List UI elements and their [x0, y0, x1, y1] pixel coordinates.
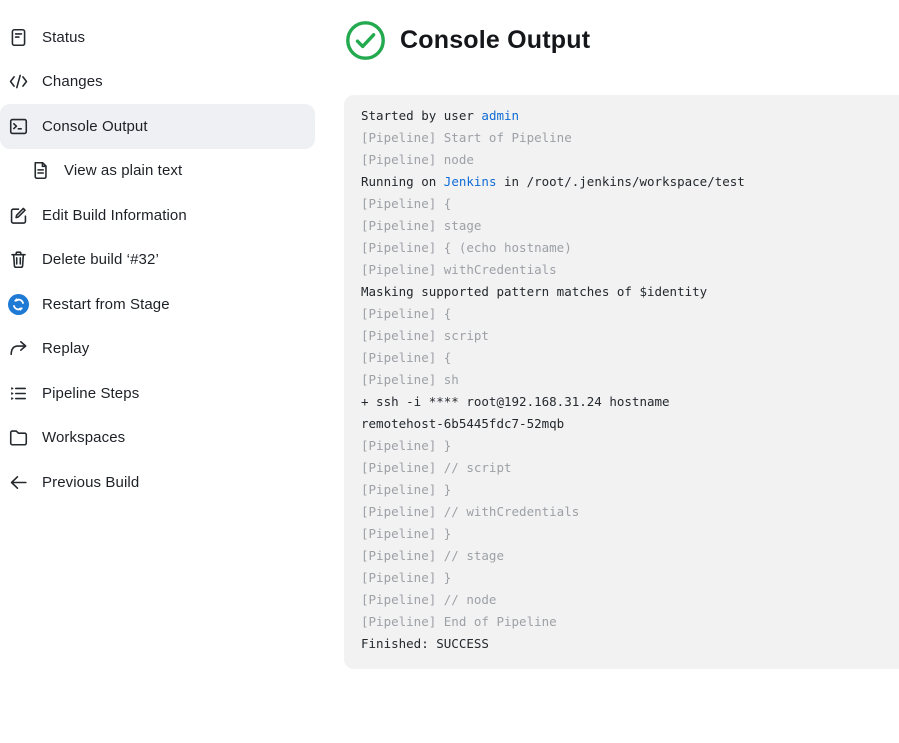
console-text: [Pipeline] } — [361, 526, 452, 541]
console-line — [361, 567, 895, 589]
console-text: [Pipeline] { — [361, 306, 452, 321]
pipeline-steps-list-icon — [8, 383, 29, 404]
terminal-icon — [8, 116, 29, 137]
console-line — [361, 105, 895, 127]
sidebar-item-view-as-plain-text[interactable] — [0, 149, 315, 194]
console-text: [Pipeline] Start of Pipeline — [361, 130, 572, 145]
console-line — [361, 611, 895, 633]
console-text: [Pipeline] // withCredentials — [361, 504, 580, 519]
console-text: [Pipeline] node — [361, 152, 474, 167]
sidebar-item-label: Edit Build Information — [42, 206, 187, 224]
console-log — [344, 95, 899, 669]
console-line — [361, 589, 895, 611]
console-text: in /root/.jenkins/workspace/test — [496, 174, 745, 189]
console-text: Started by user — [361, 108, 482, 123]
sidebar-item-edit-build-information[interactable] — [0, 193, 315, 238]
console-output-header — [345, 20, 590, 61]
console-text: [Pipeline] script — [361, 328, 489, 343]
console-line — [361, 369, 895, 391]
console-line — [361, 435, 895, 457]
console-line — [361, 479, 895, 501]
console-text: [Pipeline] { (echo hostname) — [361, 240, 572, 255]
console-text: + ssh -i **** root@192.168.31.24 hostname — [361, 394, 670, 409]
console-text: [Pipeline] { — [361, 196, 452, 211]
sidebar-item-label: Previous Build — [42, 473, 140, 491]
sidebar-item-pipeline-steps[interactable] — [0, 371, 315, 416]
console-line — [361, 127, 895, 149]
trash-icon — [8, 249, 29, 270]
success-check-icon — [345, 20, 386, 61]
console-line — [361, 633, 895, 655]
arrow-left-icon — [8, 472, 29, 493]
console-line — [361, 523, 895, 545]
console-line — [361, 149, 895, 171]
console-text: [Pipeline] withCredentials — [361, 262, 557, 277]
sidebar-item-changes[interactable] — [0, 60, 315, 105]
console-line — [361, 171, 895, 193]
console-link[interactable]: admin — [481, 108, 520, 123]
console-line — [361, 545, 895, 567]
console-link[interactable]: Jenkins — [443, 174, 497, 189]
sidebar-item-label: Pipeline Steps — [42, 384, 140, 402]
sidebar-item-label: Changes — [42, 73, 103, 91]
console-text: [Pipeline] } — [361, 570, 452, 585]
console-text: [Pipeline] stage — [361, 218, 482, 233]
console-text: [Pipeline] // node — [361, 592, 497, 607]
console-line — [361, 215, 895, 237]
console-text: Finished: SUCCESS — [361, 636, 489, 651]
sidebar-item-label: Status — [42, 28, 86, 46]
sidebar-item-label: Workspaces — [42, 429, 126, 447]
code-brackets-icon — [8, 71, 29, 92]
edit-pencil-icon — [8, 205, 29, 226]
sidebar-item-label: View as plain text — [64, 162, 183, 180]
console-line — [361, 413, 895, 435]
sidebar — [0, 15, 315, 505]
sidebar-item-restart-from-stage[interactable] — [0, 282, 315, 327]
console-text: [Pipeline] // stage — [361, 548, 504, 563]
sidebar-item-label: Restart from Stage — [42, 295, 170, 313]
console-line — [361, 347, 895, 369]
status-document-icon — [8, 27, 29, 48]
console-line — [361, 259, 895, 281]
console-text: [Pipeline] } — [361, 482, 452, 497]
sidebar-item-workspaces[interactable] — [0, 416, 315, 461]
sidebar-item-label: Delete build ‘#32’ — [42, 251, 159, 269]
console-text: remotehost-6b5445fdc7-52mqb — [361, 416, 565, 431]
sidebar-item-console-output[interactable] — [0, 104, 315, 149]
replay-arrow-icon — [8, 338, 29, 359]
console-text: Masking supported pattern matches of $identity — [361, 284, 708, 299]
console-line — [361, 457, 895, 479]
sidebar-item-previous-build[interactable] — [0, 460, 315, 505]
plain-text-document-icon — [30, 160, 51, 181]
sidebar-item-label: Console Output — [42, 117, 148, 135]
sidebar-item-label: Replay — [42, 340, 90, 358]
console-line — [361, 501, 895, 523]
console-line — [361, 193, 895, 215]
console-text: [Pipeline] } — [361, 438, 452, 453]
sidebar-item-status[interactable] — [0, 15, 315, 60]
restart-circular-arrows-icon — [8, 294, 29, 315]
folder-icon — [8, 427, 29, 448]
console-line — [361, 391, 895, 413]
console-line — [361, 237, 895, 259]
console-line — [361, 325, 895, 347]
console-text: [Pipeline] // script — [361, 460, 512, 475]
console-text: [Pipeline] sh — [361, 372, 459, 387]
console-line — [361, 281, 895, 303]
console-text: Running on — [361, 174, 444, 189]
sidebar-item-replay[interactable] — [0, 327, 315, 372]
console-line — [361, 303, 895, 325]
page-title: Console Output — [400, 26, 591, 54]
console-text: [Pipeline] End of Pipeline — [361, 614, 557, 629]
console-text: [Pipeline] { — [361, 350, 452, 365]
sidebar-item-delete-build-32[interactable] — [0, 238, 315, 283]
